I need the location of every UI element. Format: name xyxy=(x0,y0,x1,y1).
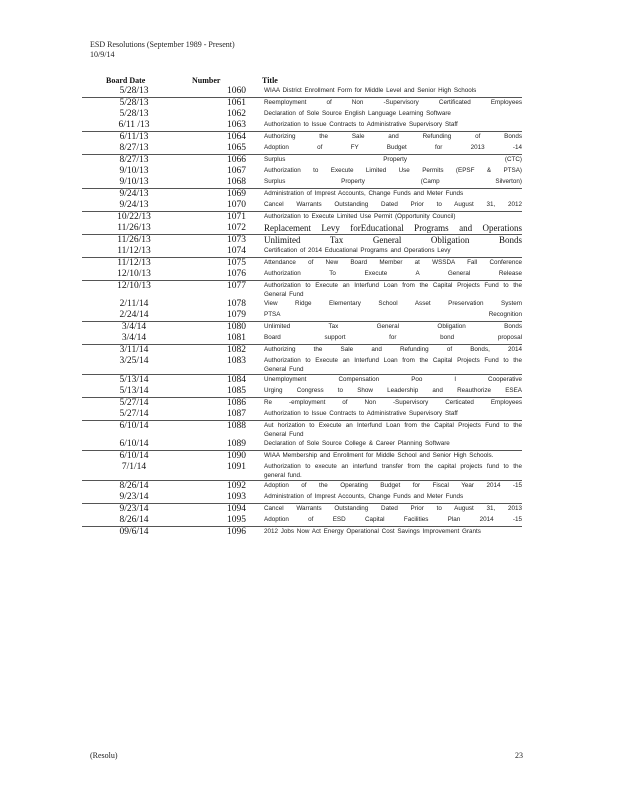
resolution-title-cell: Re -employment of Non -Supervisory Certicated Employees xyxy=(264,398,522,410)
table-row xyxy=(82,189,522,201)
resolution-title-cell: Authorizing the Sale and Refunding of Bonds, 2014 xyxy=(264,345,522,357)
resolution-title-cell: Adoption of FY Budget for 2013 -14 xyxy=(264,144,522,151)
resolution-title-cell: View Ridge Elementary School Asset Preservation System xyxy=(264,300,522,307)
resolution-title-cell: WIAA District Enrollment Form for Middle Level and Senior High Schools xyxy=(264,87,477,94)
resolution-number-cell: 1091 xyxy=(227,462,246,472)
table-row xyxy=(82,86,522,98)
table-row xyxy=(82,177,522,189)
resolution-title-cell: Certification of 2014 Educational Programs and Operations Levy xyxy=(264,247,451,254)
resolution-title-cell: Surplus Property (CTC) xyxy=(264,155,522,167)
board-date-cell: 9/24/13 xyxy=(82,189,186,201)
resolution-number-cell: 1076 xyxy=(227,269,246,279)
board-date-cell: 5/28/13 xyxy=(119,86,149,96)
board-date-cell: 8/27/13 xyxy=(82,155,186,167)
table-row xyxy=(82,109,522,120)
board-date-cell: 8/26/14 xyxy=(82,481,186,493)
resolution-title-cell: Surplus Property (Camp Silverton) xyxy=(264,178,522,185)
table-row xyxy=(82,421,522,440)
resolution-number-cell: 1083 xyxy=(227,356,246,366)
resolution-number-cell: 1070 xyxy=(227,200,246,210)
resolution-number-cell: 1092 xyxy=(186,481,264,493)
table-row xyxy=(82,504,522,516)
resolutions-table xyxy=(82,86,522,538)
board-date-cell: 9/23/14 xyxy=(119,492,149,502)
board-date-cell: 5/27/14 xyxy=(119,409,149,419)
table-row xyxy=(82,451,522,463)
resolution-title-cell: Cancel Warrants Outstanding Dated Prior to August 31, 2013 xyxy=(264,504,522,516)
resolution-number-cell: 1067 xyxy=(227,166,246,176)
column-header-title: Title xyxy=(262,76,278,85)
table-row xyxy=(82,409,522,421)
board-date-cell: 3/4/14 xyxy=(82,322,186,334)
table-row xyxy=(82,322,522,334)
table-row xyxy=(82,481,522,493)
table-row xyxy=(82,386,522,398)
table-row xyxy=(82,200,522,212)
board-date-cell: 11/26/13 xyxy=(82,235,186,247)
resolution-number-cell: 1090 xyxy=(186,451,264,463)
board-date-cell: 5/13/14 xyxy=(119,386,149,396)
resolution-title-cell: Authorization to Issue Contracts to Administrative Supervisory Staff xyxy=(264,410,458,417)
table-row xyxy=(82,515,522,527)
resolution-number-cell: 1078 xyxy=(227,299,246,309)
board-date-cell: 6/11 /13 xyxy=(118,120,150,130)
table-row xyxy=(82,375,522,387)
resolution-number-cell: 1074 xyxy=(227,246,246,256)
resolution-title-cell: Authorization to execute an interfund transfer from the capital projects fund to the general fund. xyxy=(264,463,522,479)
board-date-cell: 11/26/13 xyxy=(117,223,151,233)
footer-label: (Resolu) xyxy=(90,751,118,760)
resolution-number-cell: 1093 xyxy=(227,492,246,502)
resolution-number-cell: 1084 xyxy=(186,375,264,387)
table-row xyxy=(82,212,522,224)
document-title: ESD Resolutions (September 1989 - Present) xyxy=(90,40,235,49)
resolution-number-cell: 1086 xyxy=(186,398,264,410)
board-date-cell: 12/10/13 xyxy=(117,269,151,279)
board-date-cell: 5/28/13 xyxy=(119,109,149,119)
resolutions-table-body xyxy=(82,86,522,538)
resolution-number-cell: 1096 xyxy=(186,527,264,539)
board-date-cell: 8/26/14 xyxy=(119,515,149,525)
resolution-title-cell: Authorization to Execute Limited Use Permit (Opportunity Council) xyxy=(264,212,522,224)
board-date-cell: 5/27/14 xyxy=(82,398,186,410)
resolution-title-cell: Administration of Imprest Accounts, Change Funds and Meter Funds xyxy=(264,493,464,500)
table-row xyxy=(82,345,522,357)
board-date-cell: 7/1/14 xyxy=(121,462,147,472)
board-date-cell: 3/25/14 xyxy=(119,356,149,366)
resolution-title-cell: Board support for bond proposal xyxy=(264,334,522,341)
resolution-number-cell: 1079 xyxy=(227,310,246,320)
board-date-cell: 6/10/14 xyxy=(119,439,149,449)
table-row xyxy=(82,269,522,281)
resolution-number-cell: 1061 xyxy=(186,98,264,110)
resolution-number-cell: 1063 xyxy=(227,120,246,130)
table-row xyxy=(82,398,522,410)
board-date-cell: 5/13/14 xyxy=(82,375,186,387)
resolution-title-cell: Aut horization to Execute an Interfund Loan from the Capital Projects Fund to the General Fund xyxy=(264,422,522,438)
table-row xyxy=(82,235,522,247)
resolution-title-cell: 2012 Jobs Now Act Energy Operational Cost Savings Improvement Grants xyxy=(264,527,522,539)
resolution-number-cell: 1082 xyxy=(186,345,264,357)
resolution-number-cell: 1080 xyxy=(186,322,264,334)
board-date-cell: 6/10/14 xyxy=(82,451,186,463)
resolution-number-cell: 1060 xyxy=(227,86,246,96)
board-date-cell: 3/11/14 xyxy=(82,345,186,357)
resolution-number-cell: 1062 xyxy=(227,109,246,119)
table-row xyxy=(82,299,522,310)
table-row xyxy=(82,120,522,132)
board-date-cell: 11/12/13 xyxy=(82,258,186,270)
board-date-cell: 9/10/13 xyxy=(119,166,149,176)
board-date-cell: 2/11/14 xyxy=(119,299,149,309)
table-row xyxy=(82,492,522,504)
board-date-cell: 6/10/14 xyxy=(82,421,186,440)
table-row xyxy=(82,166,522,177)
table-row xyxy=(82,527,522,539)
resolution-title-cell: Unlimited Tax General Obligation Bonds xyxy=(264,322,522,334)
resolution-title-cell: Adoption of ESD Capital Facilities Plan 2014 -15 xyxy=(264,516,522,523)
table-row xyxy=(82,98,522,110)
board-date-cell: 10/22/13 xyxy=(82,212,186,224)
board-date-cell: 12/10/13 xyxy=(82,281,186,300)
resolution-title-cell: Cancel Warrants Outstanding Dated Prior to August 31, 2012 xyxy=(264,201,522,208)
resolution-number-cell: 1094 xyxy=(186,504,264,516)
board-date-cell: 11/12/13 xyxy=(117,246,151,256)
column-header-number: Number xyxy=(192,76,221,85)
resolution-number-cell: 1088 xyxy=(186,421,264,440)
resolution-title-cell: Adoption of the Operating Budget for Fiscal Year 2014 -15 xyxy=(264,481,522,493)
resolution-number-cell: 1089 xyxy=(227,439,246,449)
resolution-title-cell: Replacement Levy forEducational Programs and Operations xyxy=(264,223,522,233)
resolution-number-cell: 1064 xyxy=(186,132,264,144)
resolution-number-cell: 1068 xyxy=(227,177,246,187)
table-row xyxy=(82,310,522,322)
resolution-number-cell: 1077 xyxy=(186,281,264,300)
resolution-number-cell: 1069 xyxy=(186,189,264,201)
resolution-title-cell: Attendance of New Board Member at WSSDA Fall Conference xyxy=(264,258,522,270)
table-row xyxy=(82,462,522,481)
resolution-title-cell: Authorization to Execute an Interfund Loan from the Capital Projects Fund to the General Fund xyxy=(264,282,522,298)
resolution-number-cell: 1072 xyxy=(227,223,246,233)
board-date-cell: 8/27/13 xyxy=(119,143,149,153)
resolution-number-cell: 1073 xyxy=(186,235,264,247)
table-row xyxy=(82,132,522,144)
document-date: 10/9/14 xyxy=(90,50,115,59)
table-row xyxy=(82,333,522,345)
resolution-number-cell: 1085 xyxy=(227,386,246,396)
resolution-title-cell: Unemployment Compensation Poo l Cooperative xyxy=(264,375,522,387)
board-date-cell: 2/24/14 xyxy=(119,310,149,320)
board-date-cell: 09/6/14 xyxy=(82,527,186,539)
board-date-cell: 9/24/13 xyxy=(119,200,149,210)
resolution-title-cell: Authorization to Issue Contracts to Administrative Supervisory Staff xyxy=(264,121,458,128)
resolution-number-cell: 1071 xyxy=(186,212,264,224)
board-date-cell: 5/28/13 xyxy=(82,98,186,110)
resolution-number-cell: 1081 xyxy=(227,333,246,343)
board-date-cell: 9/23/14 xyxy=(82,504,186,516)
resolution-number-cell: 1095 xyxy=(227,515,246,525)
resolution-title-cell: PTSA Recognition xyxy=(264,311,522,318)
resolution-title-cell: Authorizing the Sale and Refunding of Bonds xyxy=(264,132,522,144)
board-date-cell: 3/4/14 xyxy=(121,333,147,343)
resolution-title-cell: Authorization to Execute an Interfund Loan from the Capital Projects Fund to the General Fund xyxy=(264,357,522,373)
resolution-number-cell: 1087 xyxy=(227,409,246,419)
resolution-title-cell: WIAA Membership and Enrollment for Middle School and Senior High Schools. xyxy=(264,451,522,463)
table-row xyxy=(82,155,522,167)
resolution-number-cell: 1065 xyxy=(227,143,246,153)
board-date-cell: 9/10/13 xyxy=(119,177,149,187)
page-number: 23 xyxy=(515,751,523,760)
table-row xyxy=(82,281,522,300)
resolution-title-cell: Reemployment of Non -Supervisory Certificated Employees xyxy=(264,98,522,110)
board-date-cell: 6/11/13 xyxy=(82,132,186,144)
resolution-title-cell: Declaration of Sole Source College & Career Planning Software xyxy=(264,440,450,447)
table-row xyxy=(82,246,522,258)
resolution-number-cell: 1075 xyxy=(186,258,264,270)
resolution-title-cell: Administration of Imprest Accounts, Change Funds and Meter Funds xyxy=(264,189,522,201)
resolution-title-cell: Urging Congress to Show Leadership and Reauthorize ESEA xyxy=(264,387,522,394)
resolution-number-cell: 1066 xyxy=(186,155,264,167)
table-row xyxy=(82,258,522,270)
table-row xyxy=(82,356,522,375)
table-row xyxy=(82,223,522,235)
resolution-title-cell: Authorization to Execute Limited Use Permits (EPSF & PTSA) xyxy=(264,167,522,174)
column-header-date: Board Date xyxy=(106,76,146,85)
resolution-title-cell: Declaration of Sole Source English Language Learning Software xyxy=(264,110,451,117)
table-row xyxy=(82,439,522,451)
resolution-title-cell: Authorization To Execute A General Release xyxy=(264,270,522,277)
table-row xyxy=(82,143,522,155)
resolution-title-cell: Unlimited Tax General Obligation Bonds xyxy=(264,235,522,245)
